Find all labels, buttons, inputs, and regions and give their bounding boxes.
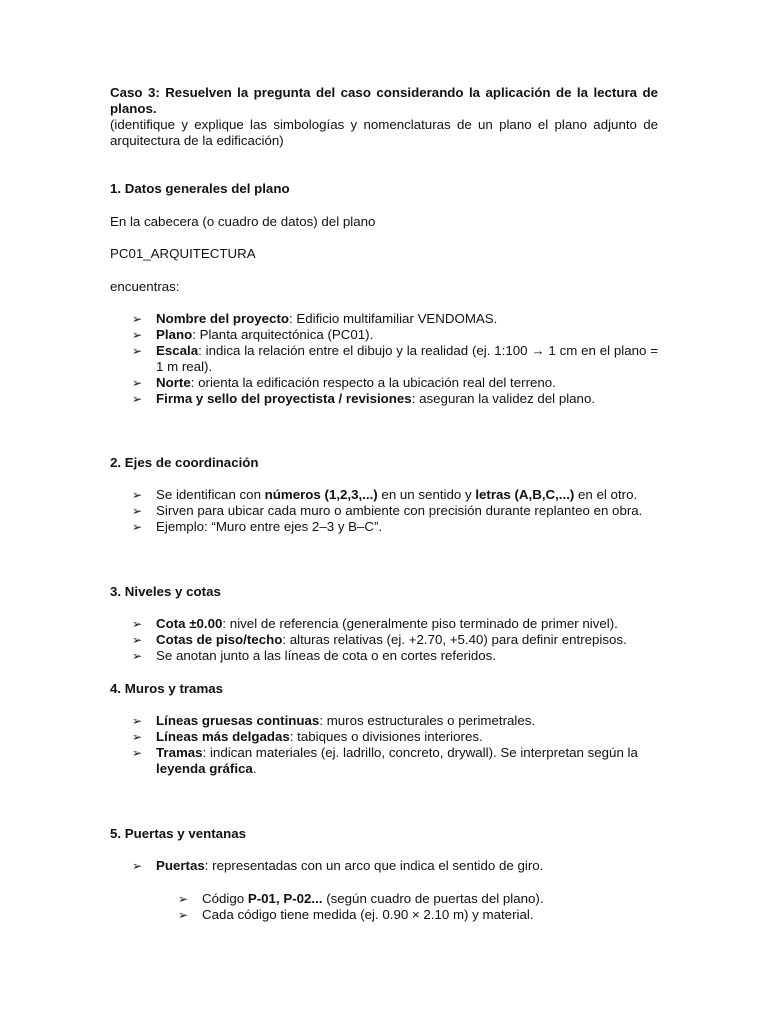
bullet-arrow-icon: ➢	[132, 504, 143, 518]
bullet-arrow-icon: ➢	[132, 520, 143, 534]
list-item	[110, 343, 658, 375]
item-text: : representadas con un arco que indica el sentido de giro.	[204, 858, 544, 873]
item-term: Líneas más delgadas	[156, 729, 290, 744]
plan-code: PC01_ARQUITECTURA	[110, 246, 256, 261]
item-text: Se identifican con	[156, 487, 265, 502]
item-term: leyenda gráfica	[156, 761, 253, 776]
bullet-arrow-icon: ➢	[178, 908, 189, 922]
item-term: Tramas	[156, 745, 203, 760]
section-1-lead: encuentras:	[110, 279, 180, 294]
item-text: : nivel de referencia (generalmente piso terminado de primer nivel).	[222, 616, 618, 631]
section-1-intro: En la cabecera (o cuadro de datos) del plano	[110, 214, 376, 229]
list-item	[110, 745, 658, 777]
bullet-arrow-icon: ➢	[132, 488, 143, 502]
section-1-heading: 1. Datos generales del plano	[110, 181, 290, 196]
item-term: Firma y sello del proyectista / revisiones	[156, 391, 412, 406]
case-title-line2: planos.	[110, 101, 157, 116]
list-item	[110, 632, 658, 648]
item-text: : tabiques o divisiones interiores.	[289, 729, 483, 744]
list-item	[110, 729, 658, 745]
item-term: P-01, P-02...	[247, 891, 323, 906]
list-item	[110, 713, 658, 729]
case-header	[110, 85, 658, 149]
item-text: : indica la relación entre el dibujo y la realidad (ej. 1:100 → 1 cm en el plano = 1 m real).	[156, 343, 658, 374]
bullet-arrow-icon: ➢	[132, 617, 143, 631]
item-text: : alturas relativas (ej. +2.70, +5.40) para definir entrepisos.	[282, 632, 627, 647]
section-4-heading: 4. Muros y tramas	[110, 681, 224, 696]
bullet-arrow-icon: ➢	[132, 746, 143, 760]
bullet-arrow-icon: ➢	[132, 633, 143, 647]
item-text: : Planta arquitectónica (PC01).	[192, 327, 374, 342]
list-item	[110, 327, 658, 343]
item-text: Ejemplo: “Muro entre ejes 2–3 y B–C”.	[156, 519, 383, 534]
section-4-list	[110, 713, 658, 777]
bullet-arrow-icon: ➢	[132, 376, 143, 390]
item-term: Escala	[156, 343, 199, 358]
section-2-list	[110, 487, 658, 535]
bullet-arrow-icon: ➢	[178, 892, 189, 906]
case-title	[110, 85, 658, 117]
bullet-arrow-icon: ➢	[132, 714, 143, 728]
section-5-list	[110, 858, 658, 874]
list-item	[110, 391, 658, 407]
item-text: : Edificio multifamiliar VENDOMAS.	[289, 311, 498, 326]
item-text: : indican materiales (ej. ladrillo, concreto, drywall). Se interpretan según la	[202, 745, 638, 760]
case-instructions	[110, 117, 658, 149]
item-term: Nombre del proyecto	[156, 311, 289, 326]
item-term: Puertas	[156, 858, 205, 873]
section-3-list	[110, 616, 658, 664]
section-5-heading: 5. Puertas y ventanas	[110, 826, 246, 841]
list-item	[110, 519, 658, 535]
item-text: Cada código tiene medida (ej. 0.90 × 2.10 m) y material.	[202, 907, 534, 922]
section-1-list	[110, 311, 658, 407]
list-item	[110, 648, 658, 664]
item-text: en un sentido y	[377, 487, 476, 502]
list-item	[110, 907, 658, 923]
item-text: : muros estructurales o perimetrales.	[319, 713, 536, 728]
item-text: Se anotan junto a las líneas de cota o en cortes referidos.	[156, 648, 497, 663]
case-title-line1: Caso 3: Resuelven la pregunta del caso considerando la aplicación de la lectura de	[110, 85, 658, 100]
section-5-sublist	[110, 891, 658, 923]
bullet-arrow-icon: ➢	[132, 392, 143, 406]
item-term: letras (A,B,C,...)	[475, 487, 575, 502]
item-term: Líneas gruesas continuas	[156, 713, 320, 728]
section-2-heading: 2. Ejes de coordinación	[110, 455, 259, 470]
bullet-arrow-icon: ➢	[132, 312, 143, 326]
list-item	[110, 375, 658, 391]
bullet-arrow-icon: ➢	[132, 344, 143, 358]
item-text: en el otro.	[574, 487, 638, 502]
item-text: .	[252, 761, 257, 776]
list-item	[110, 858, 658, 874]
item-term: Norte	[156, 375, 191, 390]
bullet-arrow-icon: ➢	[132, 859, 143, 873]
bullet-arrow-icon: ➢	[132, 328, 143, 342]
bullet-arrow-icon: ➢	[132, 730, 143, 744]
item-term: números (1,2,3,...)	[264, 487, 378, 502]
list-item	[110, 311, 658, 327]
list-item	[110, 891, 658, 907]
item-text: Código	[202, 891, 248, 906]
item-text: Sirven para ubicar cada muro o ambiente con precisión durante replanteo en obra.	[156, 503, 643, 518]
list-item	[110, 487, 658, 503]
item-text: (según cuadro de puertas del plano).	[322, 891, 544, 906]
case-instructions-line2: arquitectura de la edificación)	[110, 133, 284, 148]
item-text: : aseguran la validez del plano.	[411, 391, 596, 406]
list-item	[110, 503, 658, 519]
section-3-heading: 3. Niveles y cotas	[110, 584, 221, 599]
item-text: : orienta la edificación respecto a la ubicación real del terreno.	[190, 375, 556, 390]
list-item	[110, 616, 658, 632]
item-term: Plano	[156, 327, 193, 342]
item-term: Cotas de piso/techo	[156, 632, 283, 647]
item-term: Cota ±0.00	[156, 616, 223, 631]
bullet-arrow-icon: ➢	[132, 649, 143, 663]
case-instructions-line1: (identifique y explique las simbologías y nomenclaturas de un plano el plano adjunto de	[110, 117, 658, 132]
